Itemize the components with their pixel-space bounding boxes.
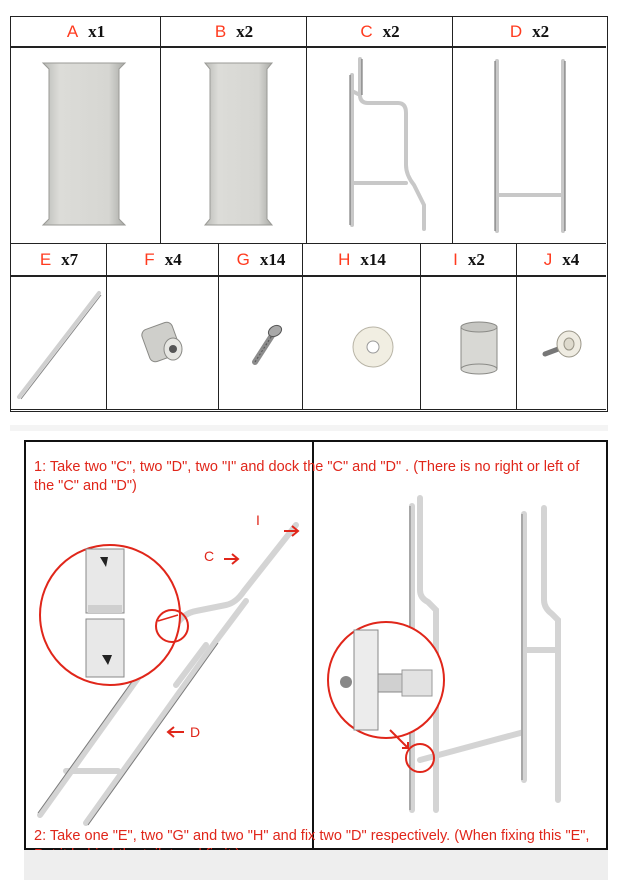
part-quantity: x14 <box>360 249 386 269</box>
part-letter: H <box>338 249 351 269</box>
bolt-g-image <box>245 322 285 372</box>
row1-header-divider <box>11 46 606 48</box>
part-header-h <box>303 244 421 275</box>
part-header-g <box>219 244 303 275</box>
section-separator <box>10 425 608 431</box>
part-letter: E <box>39 249 52 269</box>
part-quantity: x14 <box>259 249 286 269</box>
parts-table <box>10 16 608 412</box>
cap-i-image <box>455 317 505 377</box>
step2-diagram <box>316 490 606 828</box>
label-i: I <box>256 512 260 528</box>
part-letter: I <box>453 249 458 269</box>
step1-diagram <box>26 505 310 827</box>
part-header-e <box>11 244 107 275</box>
rod-e-image <box>13 285 105 405</box>
part-header-i <box>421 244 517 275</box>
step1-instruction: 1: Take two "C", two "D", two "I" and dock the "C" and "D" . (There is no right or left of the "C" and "D") <box>34 459 580 494</box>
part-letter: G <box>236 249 250 269</box>
panel-a-image <box>39 59 129 229</box>
part-header-c <box>307 17 453 46</box>
panel-b-image <box>201 59 276 229</box>
step2-instruction: 2: Take one "E", two "G" and two "H" and fix two "D" respectively. (When fixing this "E", <box>34 828 590 844</box>
frame-c-image <box>336 55 436 235</box>
bumper-j-image <box>539 322 589 372</box>
part-header-j <box>517 244 606 275</box>
row2-header-divider <box>11 275 606 277</box>
frame-d-image <box>485 55 575 235</box>
label-d: D <box>190 724 201 740</box>
part-header-d <box>453 17 606 46</box>
part-letter: C <box>360 21 373 41</box>
part-quantity: x2 <box>236 21 254 41</box>
part-quantity: x7 <box>61 249 79 269</box>
part-letter: J <box>543 249 553 269</box>
washer-h-image <box>348 322 398 372</box>
nut-f-image <box>137 317 191 371</box>
bottom-band <box>24 850 608 880</box>
part-letter: D <box>509 21 523 41</box>
part-header-a <box>11 17 161 46</box>
part-quantity: x1 <box>88 21 106 41</box>
part-letter: B <box>214 21 227 41</box>
part-quantity: x4 <box>562 249 580 269</box>
part-letter: A <box>66 21 79 41</box>
part-letter: F <box>144 249 155 269</box>
part-quantity: x2 <box>382 21 400 41</box>
part-header-f <box>107 244 219 275</box>
part-quantity: x4 <box>164 249 182 269</box>
part-header-b <box>161 17 307 46</box>
part-quantity: x2 <box>532 21 550 41</box>
label-c: C <box>204 548 215 564</box>
step-divider <box>312 440 314 850</box>
part-quantity: x2 <box>467 249 485 269</box>
